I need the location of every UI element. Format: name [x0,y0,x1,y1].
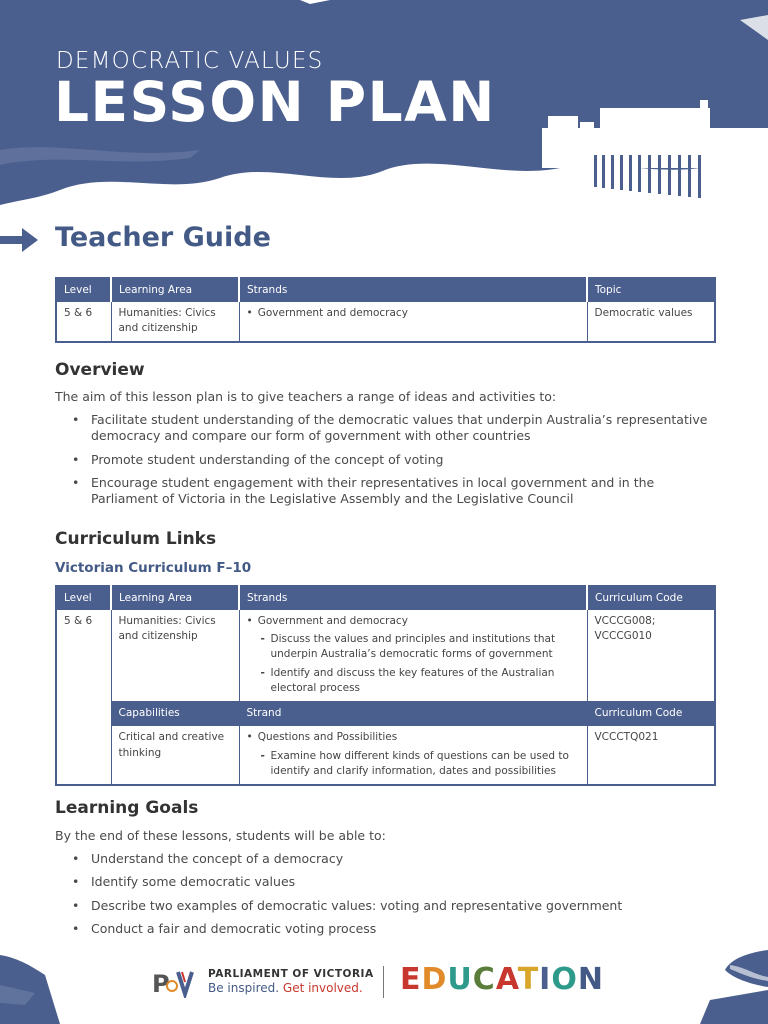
table-row [56,302,715,343]
tagline-part-2: Get involved. [282,981,363,995]
education-letter: T [517,962,540,997]
svg-text:P: P [152,970,170,998]
education-letter: N [577,962,604,997]
page-title: LESSON PLAN [54,70,496,134]
th-cap-code: Curriculum Code [587,702,715,726]
table-row [56,610,715,702]
cell-level: 5 & 6 [56,610,111,785]
list-item: • Encourage student engagement with their representatives in local government and in the Parliament of Victoria in the Legislative Assembly and the Legislative Council [72,475,722,508]
section-title-teacher-guide: Teacher Guide [55,222,271,253]
curriculum-subheading: Victorian Curriculum F–10 [55,560,252,576]
overview-list [72,412,722,507]
table-row [56,726,715,785]
parliament-logo-icon [152,966,198,998]
cell-codes: VCCCG008; VCCCG010 [587,610,715,702]
cell-strand [239,302,587,343]
capabilities-header-row [56,702,715,726]
education-letter: O [551,962,578,997]
overview-heading: Overview [55,360,145,380]
cell-strand [239,610,587,702]
cell-learning-area: Humanities: Civics and citizenship [111,302,239,343]
footer-brush [0,945,768,1024]
topic-table [55,277,716,343]
education-letter: D [421,962,448,997]
learning-goals-intro: By the end of these lessons, students will be able to: [55,828,386,843]
learning-goals-heading: Learning Goals [55,798,199,818]
cell-topic: Democratic values [587,302,715,343]
strand-item: • Questions and Possibilities [247,730,580,745]
th-strand: Strand [239,702,587,726]
th-capabilities: Capabilities [111,702,239,726]
education-letter: A [495,962,518,997]
strand-point: - Identify and discuss the key features of the Australian electoral process [261,666,580,696]
overview-intro: The aim of this lesson plan is to give teachers a range of ideas and activities to: [55,389,557,404]
curriculum-table [55,585,716,786]
education-letter: E [400,962,422,997]
learning-goals-list [72,851,722,937]
education-letter: U [447,962,473,997]
th-strands: Strands [239,586,587,610]
strand-item: • Government and democracy [247,306,580,321]
education-letter: C [472,962,496,997]
strand-point: - Discuss the values and principles and institutions that underpin Australia’s democratic forms of government [261,632,580,662]
list-item: • Describe two examples of democratic values: voting and representative government [72,898,722,914]
cell-capability: Critical and creative thinking [111,726,239,785]
th-topic: Topic [587,278,715,302]
education-logo [400,962,604,997]
strand-item: • Government and democracy [247,614,580,629]
th-learning-area: Learning Area [111,278,239,302]
strand-point: - Examine how different kinds of questions can be used to identify and clarify information, dates and possibilities [261,749,580,779]
list-item: • Conduct a fair and democratic voting process [72,921,722,937]
th-level: Level [56,586,111,610]
th-strands: Strands [239,278,587,302]
cell-learning-area: Humanities: Civics and citizenship [111,610,239,702]
list-item: • Facilitate student understanding of the democratic values that underpin Australia’s representative democracy and compare our form of government with other countries [72,412,722,445]
cell-level: 5 & 6 [56,302,111,343]
list-item: • Promote student understanding of the concept of voting [72,452,722,468]
cell-cap-strand [239,726,587,785]
cell-cap-code: VCCCTQ021 [587,726,715,785]
lesson-kicker: DEMOCRATIC VALUES [56,48,324,74]
footer-divider [383,966,384,998]
org-name: PARLIAMENT OF VICTORIA [208,968,374,980]
curriculum-heading: Curriculum Links [55,529,217,549]
th-curriculum-code: Curriculum Code [587,586,715,610]
th-learning-area: Learning Area [111,586,239,610]
list-item: • Understand the concept of a democracy [72,851,722,867]
org-tagline [208,981,363,995]
tagline-part-1: Be inspired. [208,981,280,995]
list-item: • Identify some democratic values [72,874,722,890]
th-level: Level [56,278,111,302]
arrow-right-icon [0,224,40,256]
education-letter: I [539,962,552,997]
